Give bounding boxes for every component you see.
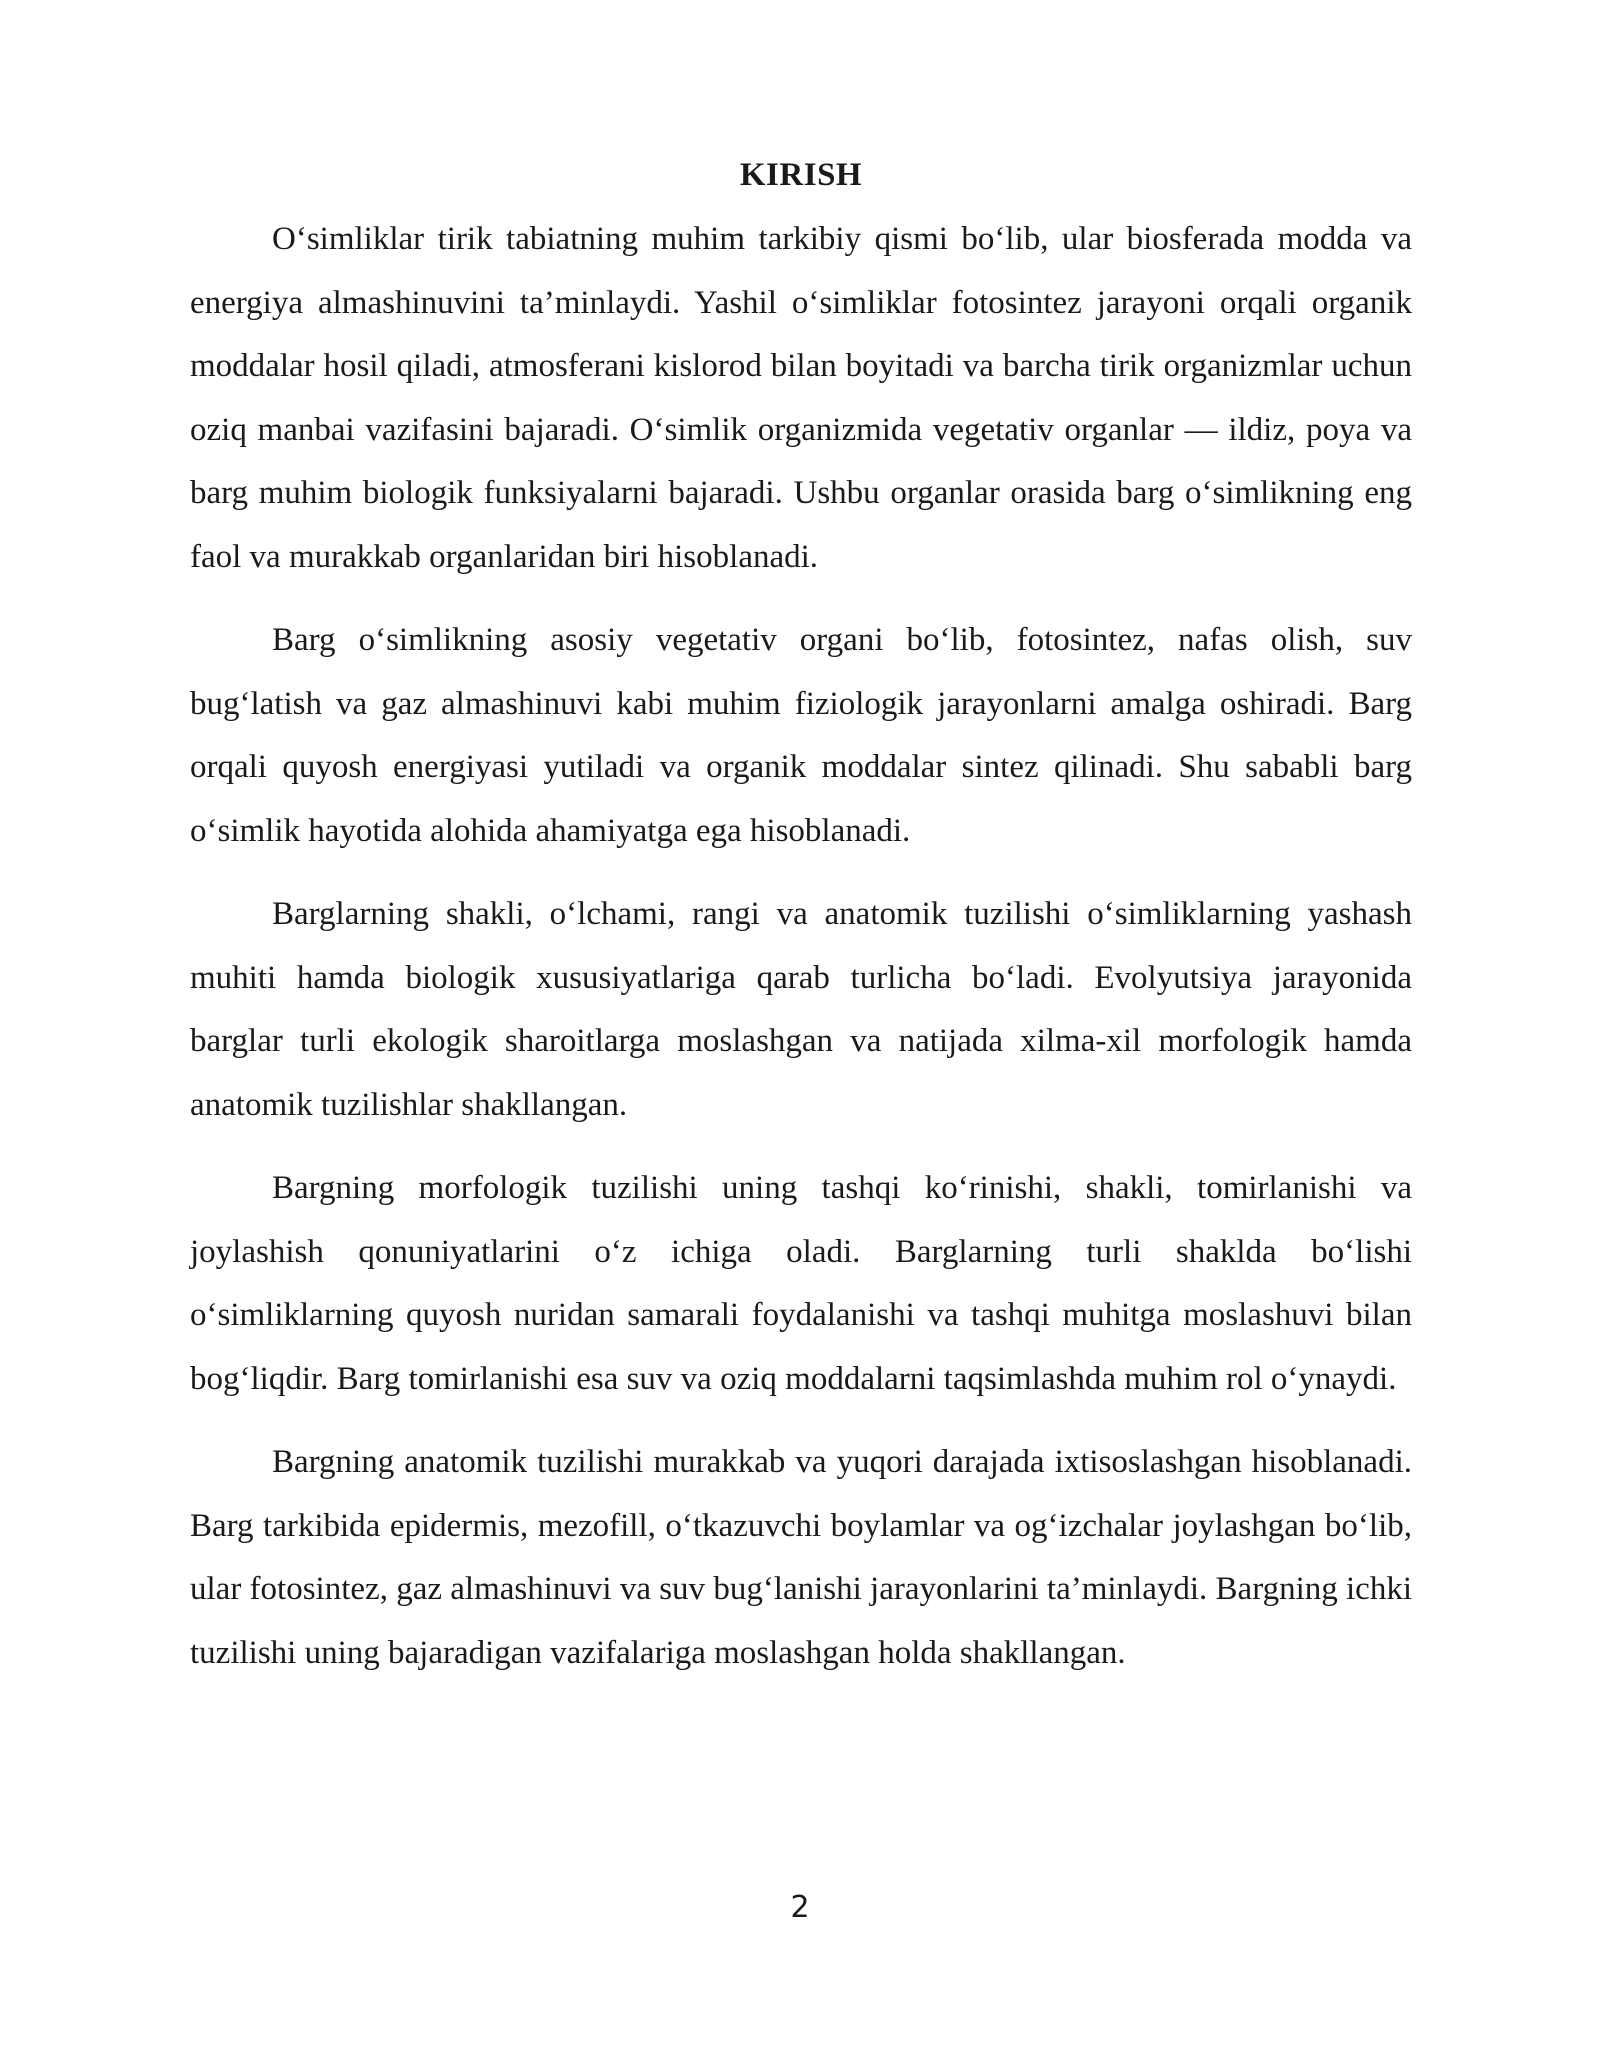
page-body xyxy=(190,150,1412,1705)
paragraph-morphology: Bargning morfologik tuzilishi uning tashqi ko‘rinishi, shakli, tomirlanishi va joylashish qonuniyatlarini o‘z ichiga oladi. Barglarning turli shaklda bo‘lishi o‘simliklarning quyosh nuridan samarali foydalanishi va tashqi muhitga moslashuvi bilan bog‘liqdir. Barg tomirlanishi esa suv va oziq moddalarni taqsimlashda muhim rol o‘ynaydi. xyxy=(190,1170,1412,1397)
paragraph-intro: O‘simliklar tirik tabiatning muhim tarkibiy qismi bo‘lib, ular biosferada modda va energiya almashinuvini ta’minlaydi. Yashil o‘simliklar fotosintez jarayoni orqali organik moddalar hosil qiladi, atmosferani kislorod bilan boyitadi va barcha tirik organizmlar uchun oziq manbai vazifasini bajaradi. O‘simlik organizmida vegetativ organlar — ildiz, poya va barg muhim biologik funksiyalarni bajaradi. Ushbu organlar orasida barg o‘simlikning eng faol va murakkab organlaridan biri hisoblanadi. xyxy=(190,221,1412,575)
paragraph-leaf-function: Barg o‘simlikning asosiy vegetativ organi bo‘lib, fotosintez, nafas olish, suv bug‘latish va gaz almashinuvi kabi muhim fiziologik jarayonlarni amalga oshiradi. Barg orqali quyosh energiyasi yutiladi va organik moddalar sintez qilinadi. Shu sababli barg o‘simlik hayotida alohida ahamiyatga ega hisoblanadi. xyxy=(190,622,1412,849)
section-title: KIRISH xyxy=(739,157,863,193)
page-number: 2 xyxy=(790,1890,810,1925)
paragraph-leaf-diversity: Barglarning shakli, o‘lchami, rangi va anatomik tuzilishi o‘simliklarning yashash muhiti hamda biologik xususiyatlariga qarab turlicha bo‘ladi. Evolyutsiya jarayonida barglar turli ekologik sharoitlarga moslashgan va natijada xilma-xil morfologik hamda anatomik tuzilishlar shakllangan. xyxy=(190,896,1412,1123)
paragraph-anatomy: Bargning anatomik tuzilishi murakkab va yuqori darajada ixtisoslashgan hisoblanadi. Barg tarkibida epidermis, mezofill, o‘tkazuvchi boylamlar va og‘izchalar joylashgan bo‘lib, ular fotosintez, gaz almashinuvi va suv bug‘lanishi jarayonlarini ta’minlaydi. Bargning ichki tuzilishi uning bajaradigan vazifalariga moslashgan holda shakllangan. xyxy=(190,1444,1412,1671)
